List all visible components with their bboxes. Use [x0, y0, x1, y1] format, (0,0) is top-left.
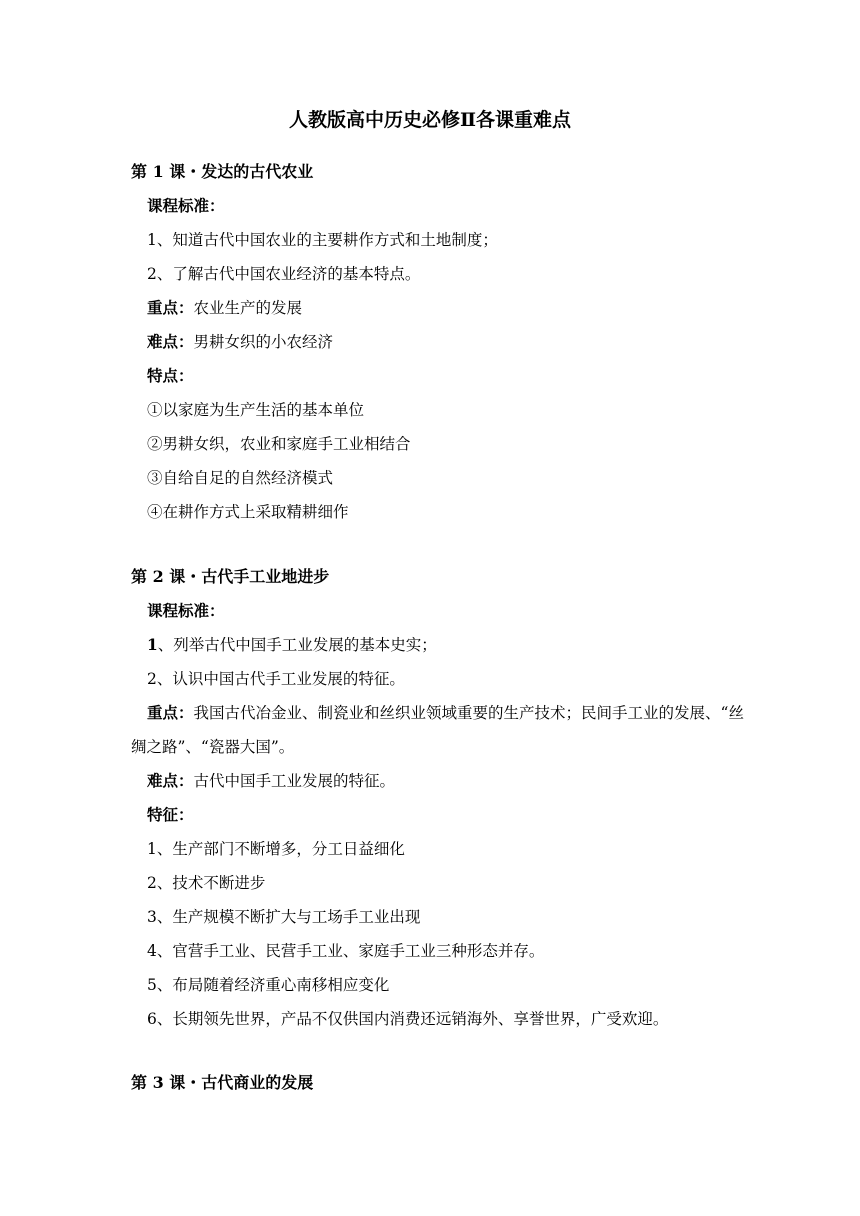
lesson-1-difficult-point — [131, 325, 751, 359]
lesson-1-standard-item: 2、了解古代中国农业经济的基本特点。 — [147, 265, 421, 283]
lesson-3-section — [131, 1066, 751, 1100]
document-title: 人教版高中历史必修Ⅱ各课重难点 — [288, 109, 571, 131]
key-point-label: 重点： — [147, 703, 194, 722]
lesson-1-heading: 第 1 课・发达的古代农业 — [131, 162, 314, 181]
lesson-2-key-point — [131, 696, 751, 764]
lesson-2-standard-item: 2、认识中国古代手工业发展的特征。 — [147, 670, 405, 688]
lesson-1-features-label: 特点： — [147, 366, 194, 385]
lesson-2-standard-label: 课程标准： — [147, 601, 225, 620]
lesson-3-heading: 第 3 课・古代商业的发展 — [131, 1073, 314, 1092]
lesson-1-feature-item: ③自给自足的自然经济模式 — [147, 469, 334, 487]
lesson-2-feature-item: 6、长期领先世界，产品不仅供国内消费还远销海外、享誉世界，广受欢迎。 — [147, 1010, 669, 1028]
lesson-2-feature-item: 5、布局随着经济重心南移相应变化 — [147, 976, 390, 994]
lesson-2-feature-item: 4、官营手工业、民营手工业、家庭手工业三种形态并存。 — [147, 942, 545, 960]
lesson-1-standard-item: 1、知道古代中国农业的主要耕作方式和土地制度； — [147, 231, 498, 249]
lesson-2-feature-item: 2、技术不断进步 — [147, 874, 266, 892]
lesson-2-heading: 第 2 课・古代手工业地进步 — [131, 567, 330, 586]
key-point-label: 重点： — [147, 298, 194, 317]
lesson-1-feature-item: ①以家庭为生产生活的基本单位 — [147, 401, 365, 419]
lesson-1-feature-item: ②男耕女织，农业和家庭手工业相结合 — [147, 435, 411, 453]
standard-text: 、列举古代中国手工业发展的基本史实； — [157, 636, 437, 654]
lesson-1-section — [131, 155, 751, 529]
lesson-2-feature-item: 3、生产规模不断扩大与工场手工业出现 — [147, 908, 421, 926]
key-point-text: 我国古代冶金业、制瓷业和丝织业领域重要的生产技术；民间手工业的发展、“丝绸之路”、“瓷器大国”。 — [131, 704, 744, 756]
lesson-2-feature-item: 1、生产部门不断增多，分工日益细化 — [147, 840, 405, 858]
lesson-2-difficult-point — [131, 764, 751, 798]
key-point-text: 农业生产的发展 — [193, 299, 303, 317]
lesson-1-standard-label: 课程标准： — [147, 196, 225, 215]
lesson-2-section — [131, 560, 751, 1036]
difficult-point-label: 难点： — [147, 332, 194, 351]
difficult-point-text: 男耕女织的小农经济 — [193, 333, 334, 351]
difficult-point-text: 古代中国手工业发展的特征。 — [193, 772, 396, 790]
lesson-1-key-point — [131, 291, 751, 325]
lesson-2-features-label: 特征： — [147, 805, 194, 824]
difficult-point-label: 难点： — [147, 771, 194, 790]
lesson-2-standard-item — [131, 628, 751, 662]
lesson-1-feature-item: ④在耕作方式上采取精耕细作 — [147, 503, 349, 521]
standard-number: 1 — [147, 635, 158, 654]
